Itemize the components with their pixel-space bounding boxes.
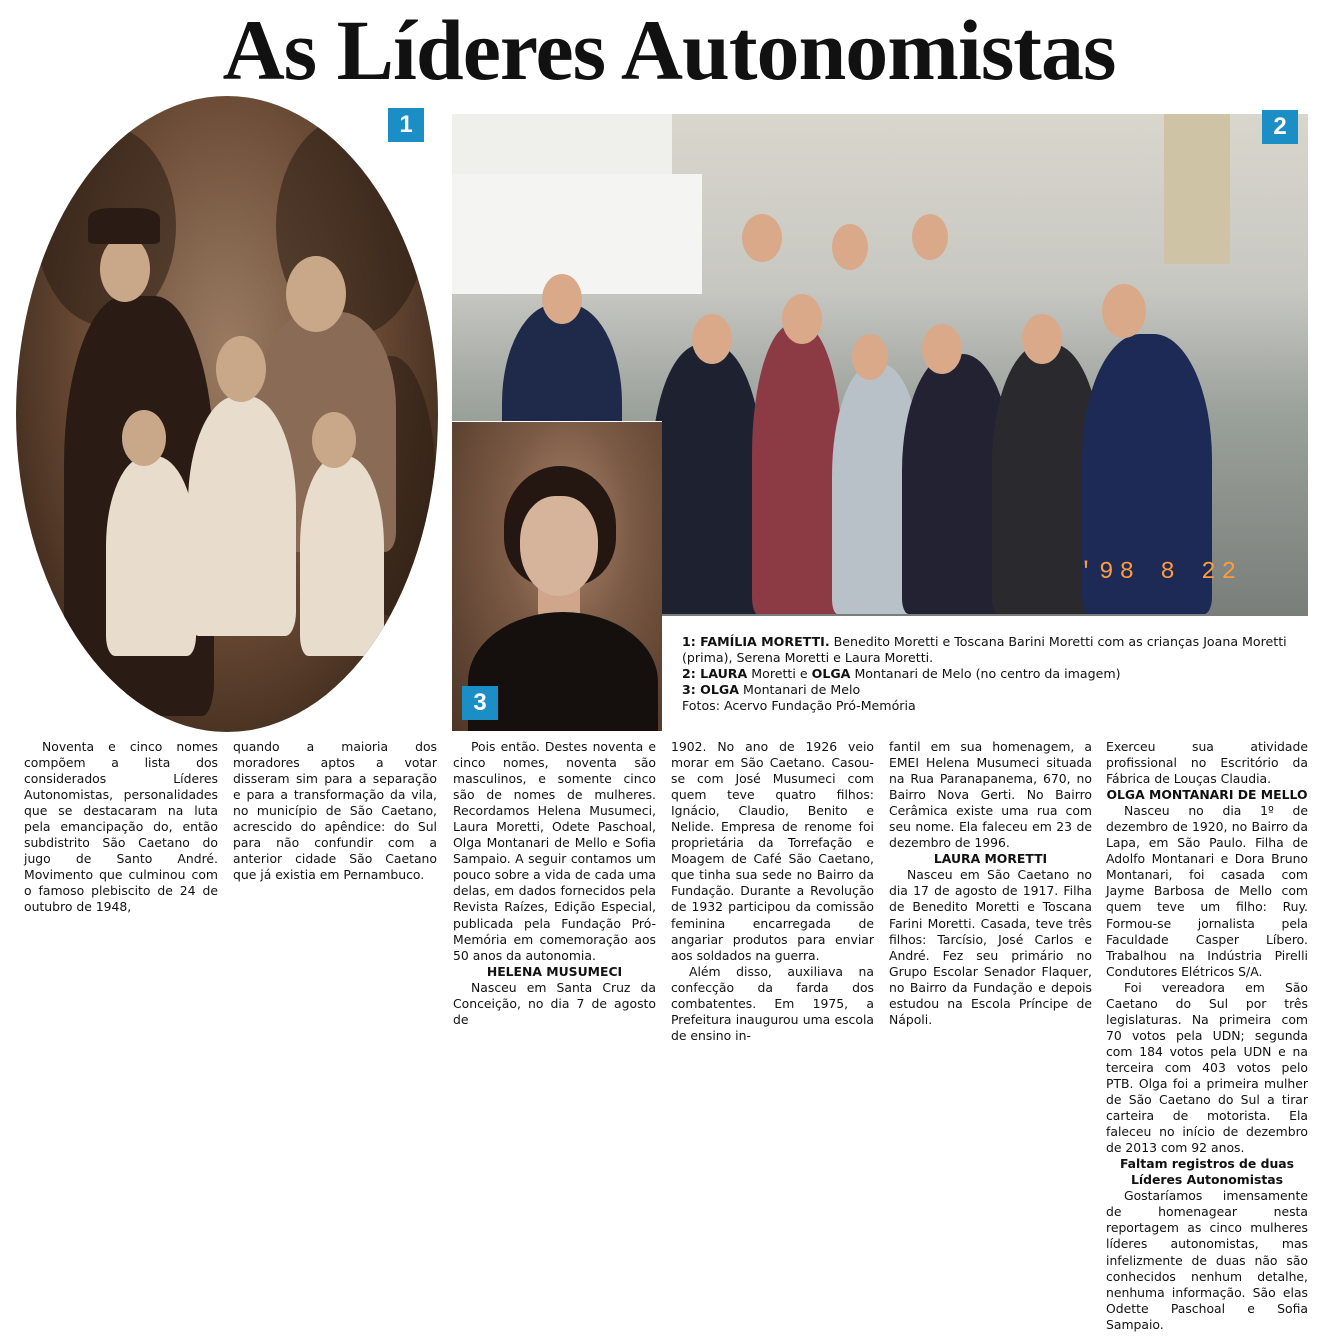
photo-caption [682, 634, 1322, 714]
page-title: As Líderes Autonomistas [222, 2, 1116, 98]
article-paragraph: Pois então. Destes noventa e cinco nomes, noventa são masculinos, e somente cinco são de nomes de mulheres. Recordamos Helena Musumeci, Laura Moretti, Odete Paschoal, Olga Montanari de Mello e Sofia Sampaio. A seguir contamos um pouco sobre a vida de cada uma delas, em dados fornecidos pela Revista Raízes, Edição Especial, publicada pela Fundação Pró-Memória em comemoração aos 50 anos da autonomia. [453, 739, 656, 963]
photo-olga-montanari [452, 421, 662, 731]
photo-familia-moretti [16, 96, 438, 732]
badge-1: 1 [388, 108, 424, 142]
caption-text-2b: Montanari de Melo (no centro da imagem) [850, 666, 1121, 681]
heading-faltam-2: Líderes Autonomistas [1131, 1172, 1283, 1188]
article-column-4: 1902. No ano de 1926 veio morar em São Caetano. Casou-se com José Musumeci com quem teve quatro filhos: Ignácio, Claudio, Benito e Nelide. Empresa de renome foi proprietária da Torrefação e Moagem de Café São Caetano, que tinha sua sede no Bairro da Fundação. Durante a Revolução de 1932 participou da comissão feminina encarregada de angariar produtos para enviar aos soldados na guerra. Além disso, auxiliava na confecção da farda dos combatentes. Em 1975, a Prefeitura inaugurou uma escola de ensino in- [671, 739, 874, 1043]
caption-label-3: 3: OLGA [682, 682, 739, 697]
article-column-1: Noventa e cinco nomes compõem a lista dos considerados Líderes Autonomistas, personalidades que se destacaram na luta pela emancipação do, então subdistrito São Caetano do jugo de Santo André. Movimento que culminou com o famoso plebiscito de 24 de outubro de 1948, [24, 739, 218, 915]
article-column-5: fantil em sua homenagem, a EMEI Helena Musumeci situada na Rua Paranapanema, 670, no Bairro Nova Gerti. No Bairro Cerâmica existe uma rua com seu nome. Ela faleceu em 23 de dezembro de 1996. LAURA MORETTI Nasceu em São Caetano no dia 17 de agosto de 1917. Filha de Benedito Moretti e Toscana Farini Moretti. Casada, teve três filhos: Tarcísio, José Carlos e André. Fez seu primário no Grupo Escolar Senador Flaquer, no Bairro da Fundação e depois estudou na Escola Príncipe de Nápoli. [889, 739, 1092, 1027]
badge-3: 3 [462, 686, 498, 720]
caption-text-3: Montanari de Melo [739, 682, 861, 697]
photo-datestamp: '98 8 22 [1078, 559, 1242, 586]
article-paragraph: Gostaríamos imensamente de homenagear nesta reportagem as cinco mulheres líderes autonomistas, mas infelizmente de duas não são conhecidos nenhum detalhe, nenhuma informação. São elas Odette Paschoal e Sofia Sampaio. [1106, 1188, 1308, 1332]
caption-label-2: 2: LAURA [682, 666, 748, 681]
caption-label-1: 1: FAMÍLIA MORETTI. [682, 634, 830, 649]
photo-credit: Fotos: Acervo Fundação Pró-Memória [682, 698, 916, 713]
article-paragraph: Nasceu no dia 1º de dezembro de 1920, no Bairro da Lapa, em São Paulo. Filha de Adolfo Montanari e Dora Bruno Montanari, foi casada com Jayme Barbosa de Mello com quem teve um filho: Ruy. Formou-se jornalista pela Faculdade Casper Líbero. Trabalhou na Indústria Pirelli Condutores Elétricos S/A. [1106, 803, 1308, 979]
article-column-2: quando a maioria dos moradores aptos a votar disseram sim para a separação e para a transformação da vila, no município de São Caetano, acrescido do apêndice: do Sul para não confundir com a anterior cidade São Caetano que já existia em Pernambuco. [233, 739, 437, 883]
caption-label-2b: OLGA [811, 666, 851, 681]
badge-2: 2 [1262, 110, 1298, 144]
article-paragraph: Foi vereadora em São Caetano do Sul por três legislaturas. Na primeira com 70 votos pela UDN; segunda com 184 votos pela UDN e na terceira com 403 votos pelo PTB. Olga foi a primeira mulher de São Caetano do Sul a tirar carteira de motorista. Ela faleceu no início de dezembro de 2013 com 92 anos. [1106, 979, 1308, 1156]
article-column-6: Exerceu sua atividade profissional no Escritório da Fábrica de Louças Claudia. OLGA MONTANARI DE MELLO Nasceu no dia 1º de dezembro de 1920, no Bairro da Lapa, em São Paulo. Filha de Adolfo Montanari e Dora Bruno Montanari, foi casada com Jayme Barbosa de Mello com quem teve um filho: Ruy. Formou-se jornalista pela Faculdade Casper Líbero. Trabalhou na Indústria Pirelli Condutores Elétricos S/A. Foi vereadora em São Caetano do Sul por três legislaturas. Na primeira com 70 votos pela UDN; segunda com 184 votos pela UDN e na terceira com 403 votos pelo PTB. Olga foi a primeira mulher de São Caetano do Sul a tirar carteira de motorista. Ela faleceu no início de dezembro de 2013 com 92 anos. Faltam registros de duas Líderes Autonomistas Gostaríamos imensamente de homenagear nesta reportagem as cinco mulheres líderes autonomistas, mas infelizmente de duas não são conhecidos nenhum detalhe, nenhuma informação. São elas Odette Paschoal e Sofia Sampaio. [1106, 739, 1308, 1332]
article-column-3: Pois então. Destes noventa e cinco nomes, noventa são masculinos, e somente cinco são de nomes de mulheres. Recordamos Helena Musumeci, Laura Moretti, Odete Paschoal, Olga Montanari de Mello e Sofia Sampaio. A seguir contamos um pouco sobre a vida de cada uma delas, em dados fornecidos pela Revista Raízes, Edição Especial, publicada pela Fundação Pró-Memória em comemoração aos 50 anos da autonomia. HELENA MUSUMECI Nasceu em Santa Cruz da Conceição, no dia 7 de agosto de [453, 739, 656, 1027]
heading-olga: OLGA MONTANARI DE MELLO [1106, 787, 1308, 803]
heading-faltam-1: Faltam registros de duas [1119, 1156, 1295, 1172]
caption-text-2a: Moretti e [747, 666, 812, 681]
caption-text-1: Benedito Moretti e Toscana Barini Moretti com as crianças Joana Moretti (prima), Serena Moretti e Laura Moretti. [682, 634, 1287, 665]
heading-laura: LAURA MORETTI [933, 851, 1048, 867]
heading-helena: HELENA MUSUMECI [486, 963, 623, 979]
